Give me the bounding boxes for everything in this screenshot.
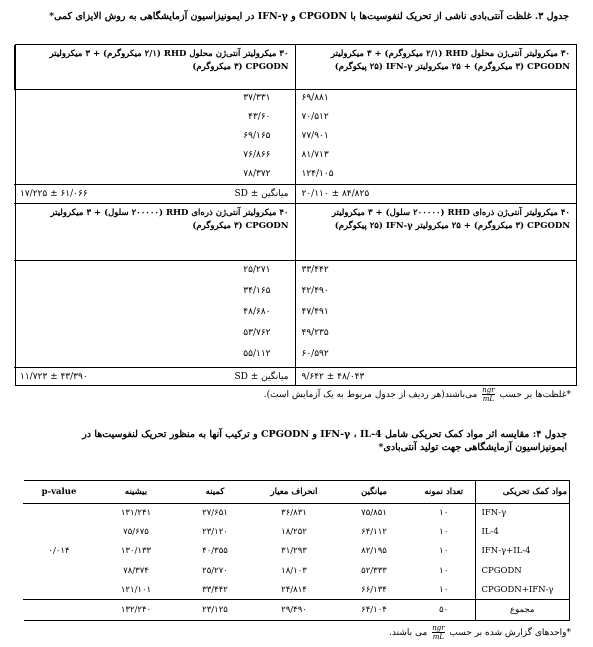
value-cell: ۶۹/۱۶۵ <box>243 130 271 141</box>
header-n: تعداد نمونه <box>413 481 475 503</box>
header-adjuvant: مواد کمک تحریکی <box>475 481 569 503</box>
cell: ۴۰/۳۵۵ <box>202 546 228 557</box>
value-cell: ۳۳/۴۴۲ <box>301 264 329 275</box>
header-max: بیشینه <box>95 481 177 503</box>
table3-top-right-header: ۳۰ میکرولیتر آنتی‌ژن محلول RHD (۲/۱ میکروگرم) + ۳ میکرولیتر CPGODN (۳ میکروگرم) + ۲۵ میکرولیتر IFN-γ (۲۵ پیکوگرم) <box>295 45 576 89</box>
table3-top-left-header: ۳۰ میکرولیتر آنتی‌ژن محلول RHD (۲/۱ میکروگرم) + ۳ میکرولیتر CPGODN (۳ میکروگرم) <box>14 45 295 89</box>
cell: ۱۰ <box>439 584 449 595</box>
cell: ۱۳۰/۱۳۳ <box>120 546 152 557</box>
value-cell: ۲۵/۲۷۱ <box>243 264 271 275</box>
table3-bottom-stat-right: ۴۸/۰۴۳ ± ۹/۶۴۲ <box>295 367 576 386</box>
cell: ۷۵/۶۷۵ <box>123 527 149 538</box>
sum-row <box>23 600 569 620</box>
cell: ۶۶/۱۳۴ <box>361 584 387 595</box>
cell: ۷۸/۳۷۴ <box>123 565 149 576</box>
cell: ۱۳۱/۲۴۱ <box>120 508 152 519</box>
table4-caption: جدول ۴: مقایسه اثر مواد کمک تحریکی شامل IFN-γ ، IL-4 و CPGODN و ترکیب آنها به منظور تحریک لنفوسیت‌ها در ایمونیزاسیون آزمایشگاهی جهت تولید آنتی‌بادی* <box>82 429 567 453</box>
table4 <box>24 480 570 621</box>
value-cell: ۴۸/۶۸۰ <box>243 306 271 317</box>
value-cell: ۳۴/۱۶۵ <box>243 285 271 296</box>
header-min: کمینه <box>177 481 253 503</box>
cell: ۱۰ <box>439 508 449 519</box>
value-cell: ۶۰/۵۹۲ <box>301 348 329 359</box>
footnote-text-a: *واحدهای گزارش شده بر حسب <box>449 628 571 638</box>
header-sd: انحراف معیار <box>253 481 335 503</box>
table-row <box>23 580 569 599</box>
cell-label: IFN-γ <box>475 503 569 522</box>
table3-caption: جدول ۳. غلظت آنتی‌بادی ناشی از تحریک لنفوسیت‌ها با CPGODN و IFN-γ در ایمونیزاسیون آزمایشگاهی به روش الایزای کمی* <box>49 11 569 22</box>
table3-bottom-right-values <box>295 260 576 367</box>
value-cell: ۴۲/۴۹۰ <box>301 285 329 296</box>
table3-top-stat-cell <box>14 184 295 203</box>
table3-top-right-values <box>295 89 576 184</box>
pvalue-cell: ۰/۰۱۴ <box>48 546 70 557</box>
table4-footnote <box>389 624 571 641</box>
cell: ۱۰ <box>439 546 449 557</box>
header-mean: میانگین <box>335 481 413 503</box>
cell: ۳۶/۸۳۱ <box>281 508 307 519</box>
unit-denominator: mL <box>432 633 445 641</box>
cell: ۲۴/۸۱۴ <box>281 584 307 595</box>
table-row <box>23 561 569 580</box>
unit-fraction <box>482 386 494 403</box>
cell: ۲۳/۱۲۰ <box>202 527 228 538</box>
table-row <box>23 503 569 522</box>
cell: ۳۱/۲۹۳ <box>281 546 307 557</box>
table3-bottom-left-header: ۴۰ میکرولیتر آنتی‌ژن ذره‌ای RHD (۲۰۰۰۰۰ سلول) + ۳ میکرولیتر CPGODN (۳ میکروگرم) <box>14 203 295 260</box>
value-cell: ۴۷/۴۹۱ <box>301 306 329 317</box>
header-pvalue: p-value <box>23 481 95 503</box>
unit-denominator: mL <box>482 395 495 403</box>
table-row <box>23 523 569 542</box>
table3-bottom-stat-cell <box>14 367 295 386</box>
value-cell: ۷۰/۵۱۲ <box>301 111 329 122</box>
table3-top-stat-right: ۸۴/۸۲۵ ± ۲۰/۱۱۰ <box>295 184 576 203</box>
value-cell: ۷۸/۳۷۲ <box>243 168 271 179</box>
value-cell: ۷۶/۸۶۶ <box>243 149 271 160</box>
unit-fraction <box>432 624 444 641</box>
value-cell: ۶۹/۸۸۱ <box>301 92 329 103</box>
cell: ۲۵/۲۷۰ <box>202 565 228 576</box>
cell: ۲۳/۱۲۵ <box>177 600 253 620</box>
table3-bottom-left-values <box>14 260 295 367</box>
footnote-text-b: می‌باشند(هر ردیف از جدول مربوط به یک آزمایش است). <box>263 390 478 400</box>
cell: ۱۲۱/۱۰۱ <box>120 584 152 595</box>
cell: ۵۲/۳۳۳ <box>361 565 387 576</box>
cell: ۳۳/۴۴۲ <box>202 584 228 595</box>
value-cell: ۴۹/۲۳۵ <box>301 327 329 338</box>
table3-bottom-stat-left: ۴۳/۳۹۰ ± ۱۱/۷۲۳ <box>20 371 88 382</box>
table-row <box>23 542 569 561</box>
footnote-text-b: می باشند. <box>389 628 428 638</box>
table3-bottom-stat-label: میانگین ± SD <box>234 371 289 382</box>
cell: ۷۵/۸۵۱ <box>361 508 387 519</box>
value-cell: ۵۵/۱۱۲ <box>243 348 271 359</box>
table3-top-stat-label: میانگین ± SD <box>234 188 289 199</box>
footnote-text-a: *غلظت‌ها بر حسب <box>499 390 571 400</box>
value-cell: ۵۳/۷۶۲ <box>243 327 271 338</box>
cell: ۱۸/۱۰۳ <box>281 565 307 576</box>
cell: ۶۴/۱۰۴ <box>335 600 413 620</box>
cell: ۱۰ <box>439 565 449 576</box>
sum-label: مجموع <box>475 600 569 620</box>
cell <box>23 600 95 620</box>
table3-footnote <box>264 386 571 403</box>
cell: ۵۰ <box>413 600 475 620</box>
value-cell: ۱۲۴/۱۰۵ <box>301 168 334 179</box>
cell-label: CPGODN+IFN-γ <box>475 580 569 599</box>
value-cell: ۷۷/۹۰۱ <box>301 130 329 141</box>
cell: ۸۲/۱۹۵ <box>361 546 387 557</box>
cell: ۱۰ <box>439 527 449 538</box>
cell: ۱۳۲/۲۴۰ <box>95 600 177 620</box>
cell: ۲۷/۶۵۱ <box>202 508 228 519</box>
cell: ۱۸/۲۵۲ <box>281 527 307 538</box>
table3-bottom-right-header: ۴۰ میکرولیتر آنتی‌ژن ذره‌ای RHD (۲۰۰۰۰۰ سلول) + ۳ میکرولیتر CPGODN (۳ میکروگرم) + ۲۵ میکرولیتر IFN-γ (۲۵ پیکوگرم) <box>295 203 576 260</box>
cell: ۶۴/۱۱۲ <box>361 527 387 538</box>
table3 <box>15 44 577 386</box>
cell-label: IFN-γ+IL-4 <box>475 542 569 561</box>
table3-top-left-values <box>14 89 295 184</box>
value-cell: ۴۳/۶۰ <box>248 111 271 122</box>
cell: ۲۹/۴۹۰ <box>253 600 335 620</box>
value-cell: ۸۱/۷۱۳ <box>301 149 329 160</box>
cell-label: CPGODN <box>475 561 569 580</box>
value-cell: ۳۷/۳۳۱ <box>243 92 271 103</box>
unit-numerator: ngr <box>482 386 495 394</box>
unit-numerator: ngr <box>432 624 445 632</box>
table3-top-stat-left: ۶۱/۰۶۶ ± ۱۷/۲۲۵ <box>20 188 88 199</box>
cell-label: IL-4 <box>475 523 569 542</box>
